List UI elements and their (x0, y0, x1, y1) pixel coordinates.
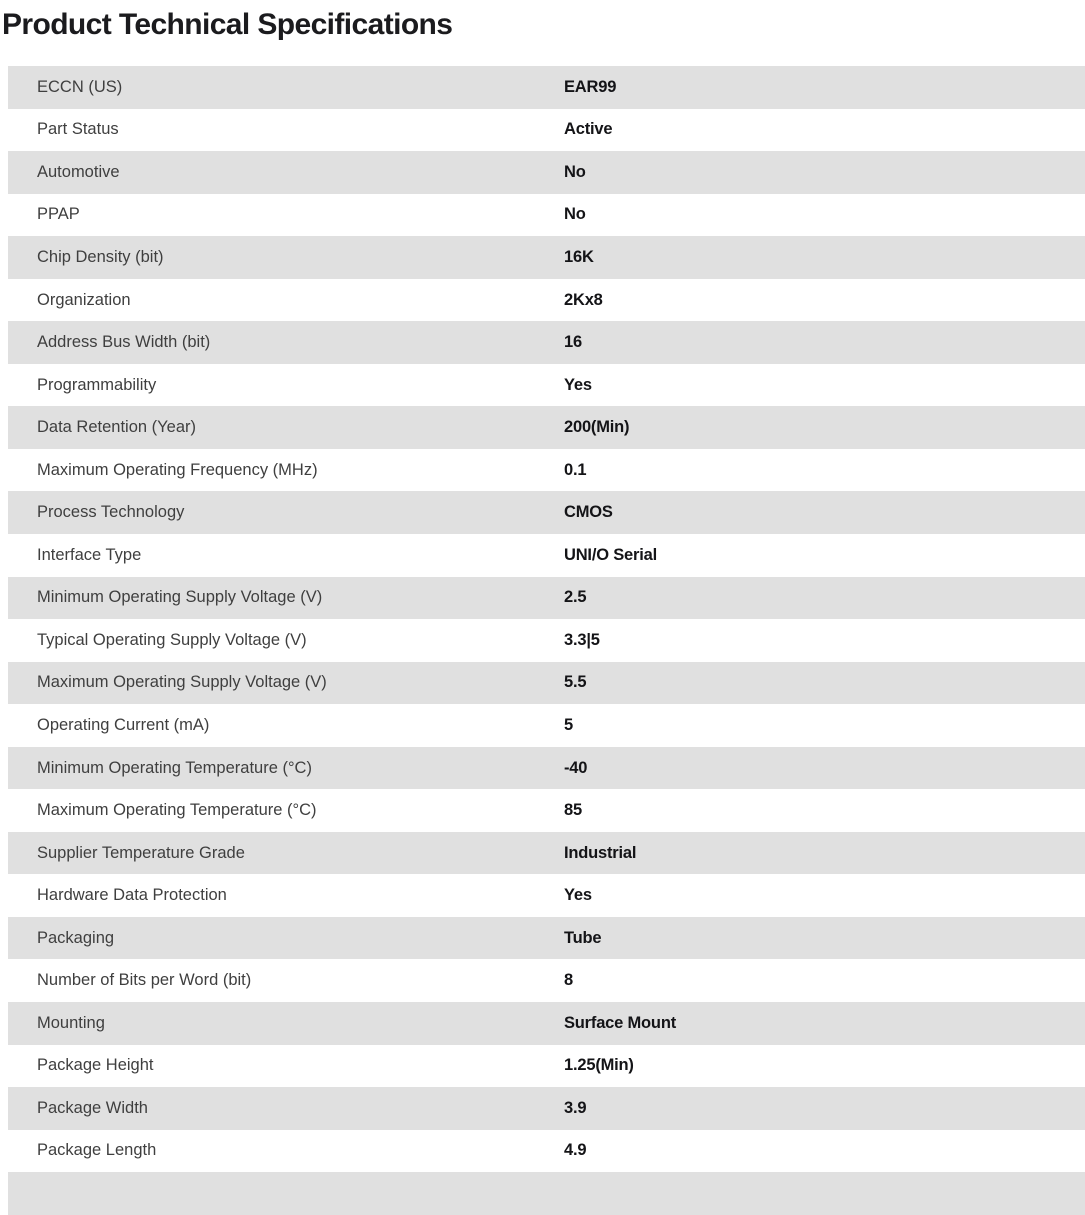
spec-attribute-value: 5.5 (564, 673, 587, 692)
spec-attribute-value: 16K (564, 247, 594, 266)
spec-table-row (8, 959, 1085, 1002)
spec-attribute-label: Package Height (37, 1056, 154, 1075)
spec-attribute-value: 8 (564, 971, 573, 990)
spec-attribute-value: 0.1 (564, 460, 587, 479)
spec-attribute-label: Chip Density (bit) (37, 247, 164, 266)
spec-attribute-label: Supplier Temperature Grade (37, 843, 245, 862)
spec-attribute-value: 4.9 (564, 1141, 587, 1160)
spec-attribute-value: 2.5 (564, 588, 587, 607)
spec-attribute-value: 1.25(Min) (564, 1056, 634, 1075)
spec-table-row (8, 704, 1085, 747)
spec-attribute-label: Part Status (37, 120, 119, 139)
spec-attribute-value: Industrial (564, 843, 637, 862)
spec-attribute-value: UNI/O Serial (564, 545, 657, 564)
spec-table-row (8, 1045, 1085, 1088)
spec-attribute-value: Tube (564, 928, 602, 947)
spec-attribute-label: Hardware Data Protection (37, 886, 227, 905)
spec-attribute-label: PPAP (37, 205, 80, 224)
spec-attribute-value: Surface Mount (564, 1013, 676, 1032)
spec-table-row (8, 619, 1085, 662)
spec-attribute-label: Interface Type (37, 545, 142, 564)
spec-attribute-label: Data Retention (Year) (37, 418, 196, 437)
spec-table-row (8, 66, 1085, 109)
spec-table-row (8, 364, 1085, 407)
spec-attribute-label: Mounting (37, 1013, 105, 1032)
spec-attribute-value: No (564, 205, 586, 224)
spec-attribute-value: Yes (564, 375, 592, 394)
spec-attribute-label: Packaging (37, 928, 115, 947)
spec-table-row (8, 1087, 1085, 1130)
spec-attribute-label: Programmability (37, 375, 157, 394)
spec-attribute-value: 2Kx8 (564, 290, 603, 309)
spec-attribute-label: Maximum Operating Frequency (MHz) (37, 460, 318, 479)
spec-table-row (8, 279, 1085, 322)
spec-attribute-value: 5 (564, 715, 573, 734)
spec-attribute-label: Maximum Operating Supply Voltage (V) (37, 673, 327, 692)
spec-table-row (8, 109, 1085, 152)
spec-table-row (8, 874, 1085, 917)
spec-attribute-label: Number of Bits per Word (bit) (37, 971, 252, 990)
spec-attribute-label: Typical Operating Supply Voltage (V) (37, 630, 307, 649)
spec-attribute-value: Active (564, 120, 613, 139)
spec-attribute-label: Process Technology (37, 503, 185, 522)
spec-table-row (8, 321, 1085, 364)
spec-attribute-value: 16 (564, 333, 582, 352)
spec-attribute-label: ECCN (US) (37, 77, 123, 96)
spec-attribute-label: Package Length (37, 1141, 157, 1160)
spec-table-row (8, 1002, 1085, 1045)
spec-attribute-label: Minimum Operating Temperature (°C) (37, 758, 312, 777)
spec-attribute-value: No (564, 162, 586, 181)
spec-attribute-value: Yes (564, 886, 592, 905)
spec-table-row (8, 832, 1085, 875)
spec-attribute-label: Organization (37, 290, 131, 309)
spec-attribute-value: 200(Min) (564, 418, 630, 437)
spec-table-row (8, 662, 1085, 705)
spec-table-row (8, 577, 1085, 620)
spec-attribute-label: Maximum Operating Temperature (°C) (37, 801, 317, 820)
spec-table-row (8, 491, 1085, 534)
spec-table-row (8, 151, 1085, 194)
spec-attribute-value: CMOS (564, 503, 613, 522)
spec-attribute-value: -40 (564, 758, 588, 777)
spec-attribute-value: 3.9 (564, 1098, 587, 1117)
spec-table-row (8, 747, 1085, 790)
spec-table-row-clipped (8, 1172, 1085, 1215)
spec-attribute-label: Package Width (37, 1098, 148, 1117)
spec-table-row (8, 789, 1085, 832)
spec-attribute-label: Minimum Operating Supply Voltage (V) (37, 588, 323, 607)
page-title: Product Technical Specifications (2, 8, 453, 41)
spec-table-row (8, 1130, 1085, 1173)
spec-table-row (8, 406, 1085, 449)
spec-table-row (8, 194, 1085, 237)
spec-table-row (8, 236, 1085, 279)
spec-table (0, 66, 1085, 1215)
spec-table-row (8, 449, 1085, 492)
spec-attribute-value: 85 (564, 801, 582, 820)
spec-attribute-value: 3.3|5 (564, 630, 600, 649)
spec-table-row (8, 917, 1085, 960)
spec-attribute-value: EAR99 (564, 77, 617, 96)
spec-attribute-label: Operating Current (mA) (37, 715, 210, 734)
spec-attribute-label: Address Bus Width (bit) (37, 333, 211, 352)
spec-table-row (8, 534, 1085, 577)
spec-attribute-label: Automotive (37, 162, 120, 181)
